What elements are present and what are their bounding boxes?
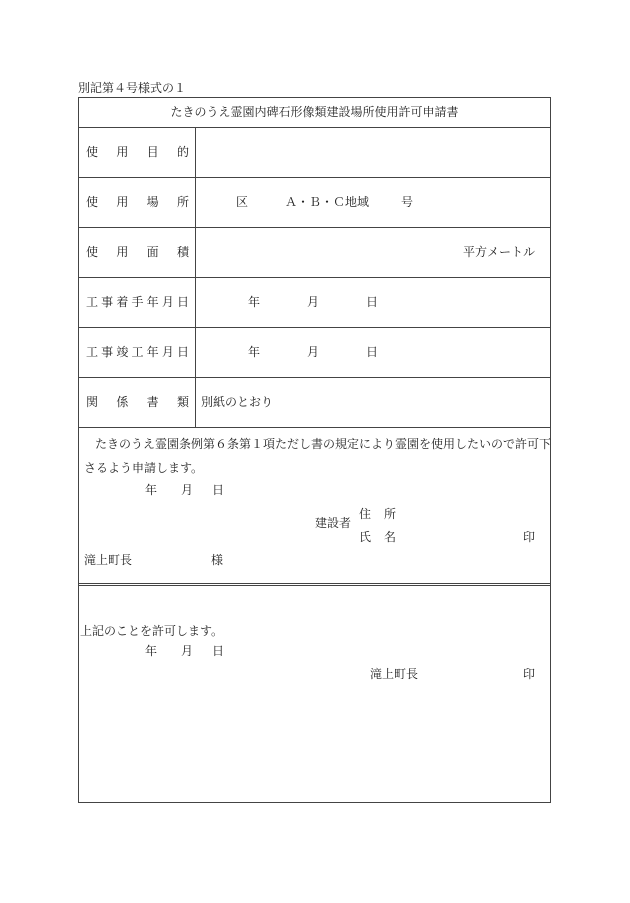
applicant-label: 建設者 — [315, 516, 352, 530]
size-value — [196, 228, 550, 277]
application-date-year: 年 — [145, 483, 158, 497]
address-label: 住所 — [359, 507, 396, 521]
place-ward: 区 — [236, 195, 249, 209]
permission-date-month: 月 — [181, 644, 194, 658]
documents-text: 別紙のとおり — [201, 395, 274, 409]
row-place — [79, 178, 550, 228]
statement-line: たきのうえ霊園条例第６条第１項ただし書の規定により霊園を使用したいので許可下 — [95, 437, 552, 451]
application-section — [79, 428, 550, 583]
permission-authority: 滝上町長 — [370, 667, 419, 681]
documents-label: 関係書類 — [79, 378, 196, 427]
statement-line: さるよう申請します。 — [84, 461, 204, 475]
addressee: 滝上町長 — [84, 553, 133, 567]
start-date-year: 年 — [248, 295, 261, 309]
permission-section — [79, 583, 550, 802]
name-label: 氏名 — [359, 530, 396, 544]
form-title: たきのうえ霊園内碑石形像類建設場所使用許可申請書 — [79, 98, 550, 128]
purpose-label: 使用目的 — [79, 128, 196, 177]
start-date-value — [196, 278, 550, 327]
end-date-day: 日 — [366, 345, 379, 359]
purpose-value — [196, 128, 550, 177]
place-label: 使用場所 — [79, 178, 196, 227]
start-date-month: 月 — [307, 295, 320, 309]
form-number: 別記第４号様式の１ — [78, 81, 187, 95]
permission-statement: 上記のことを許可します。 — [80, 624, 224, 638]
application-date-month: 月 — [181, 483, 194, 497]
size-label: 使用面積 — [79, 228, 196, 277]
permission-date-day: 日 — [212, 644, 225, 658]
start-date-label: 工事着手年月日 — [79, 278, 196, 327]
place-value — [196, 178, 550, 227]
end-date-year: 年 — [248, 345, 261, 359]
honorific: 様 — [211, 553, 224, 567]
application-date-day: 日 — [212, 483, 225, 497]
place-number: 号 — [401, 195, 414, 209]
start-date-day: 日 — [366, 295, 379, 309]
row-end-date — [79, 328, 550, 378]
applicant-seal: 印 — [523, 530, 536, 544]
row-documents — [79, 378, 550, 428]
size-unit: 平方メートル — [462, 245, 535, 259]
end-date-month: 月 — [307, 345, 320, 359]
end-date-label: 工事竣工年月日 — [79, 328, 196, 377]
end-date-value — [196, 328, 550, 377]
permission-seal: 印 — [523, 667, 536, 681]
row-start-date — [79, 278, 550, 328]
documents-value — [196, 378, 550, 427]
application-statement — [84, 432, 552, 480]
application-form — [78, 97, 551, 803]
permission-date-year: 年 — [145, 644, 158, 658]
row-size — [79, 228, 550, 278]
row-purpose — [79, 128, 550, 178]
place-area: Ａ・Ｂ・Ｃ地域 — [285, 195, 370, 209]
